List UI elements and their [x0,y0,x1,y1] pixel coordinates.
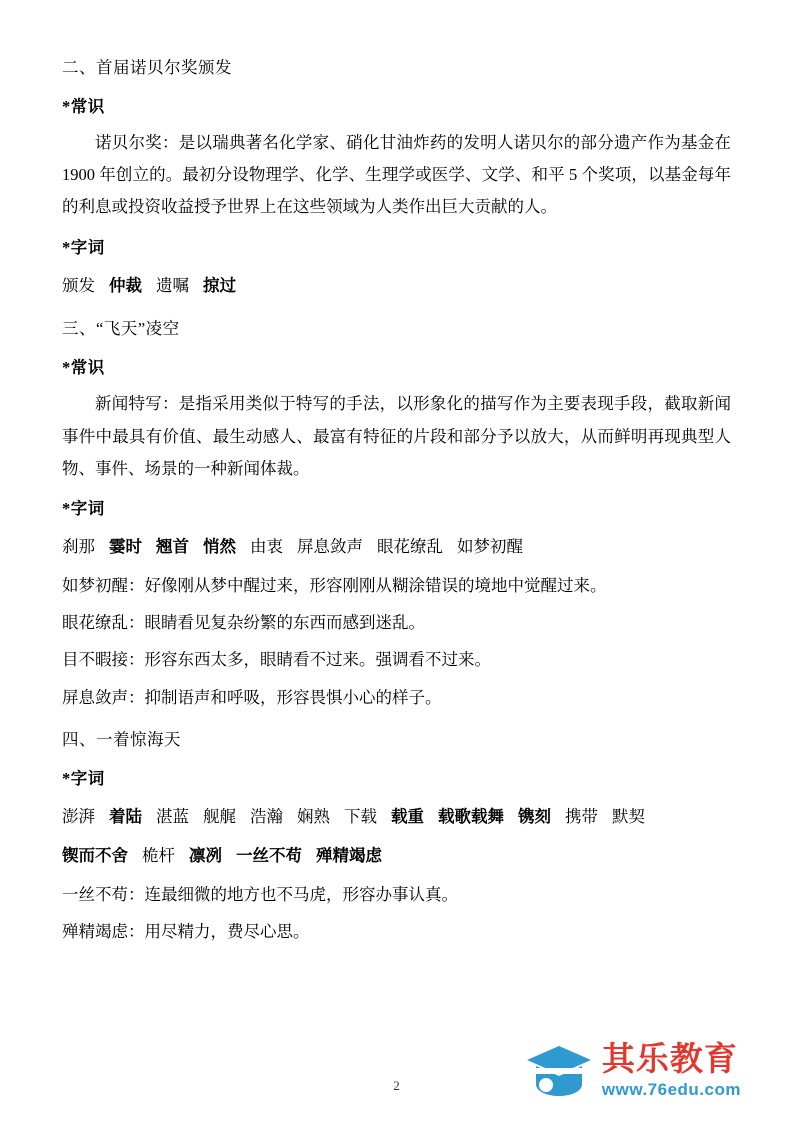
section-label: *字词 [62,768,105,788]
vocabulary-word: 凛冽 [189,846,222,866]
section-label: *常识 [62,96,105,116]
vocabulary-word: 舰艉 [203,807,236,827]
vocabulary-word: 镌刻 [518,807,551,827]
vocabulary-word: 着陆 [109,807,142,827]
section-heading: 二、首届诺贝尔奖颁发 [62,58,232,77]
vocabulary-word: 下载 [344,807,377,827]
vocabulary-word: 遗嘱 [156,276,189,296]
vocabulary-word: 锲而不舍 [62,846,128,866]
watermark [526,1042,741,1098]
vocabulary-line [62,527,731,566]
vocabulary-word: 如梦初醒 [457,537,523,557]
page-number: 2 [393,1078,400,1093]
section-heading: 四、一着惊海天 [62,730,181,750]
vocabulary-line [62,797,731,836]
vocabulary-word: 仲裁 [109,276,142,296]
vocabulary-word: 霎时 [109,537,142,557]
watermark-url: www.76edu.com [601,1080,741,1099]
vocabulary-word: 屏息敛声 [297,537,363,557]
vocabulary-word: 颁发 [62,276,95,296]
section-paragraph: 新闻特写：是指采用类似于特写的手法，以形象化的描写作为主要表现手段，截取新闻事件中最具有价值、最生动感人、最富有特征的片段和部分予以放大，从而鲜明再现典型人物、事件、场景的一种新闻体裁。 [62,394,731,478]
vocabulary-word: 由衷 [250,537,283,557]
section-heading: 三、“飞天”凌空 [62,319,180,339]
definition-line: 殚精竭虑：用尽精力，费尽心思。 [62,922,310,942]
vocabulary-line [62,266,731,305]
watermark-brand: 其乐教育 [601,1040,738,1077]
vocabulary-word: 浩瀚 [250,807,283,827]
vocabulary-word: 刹那 [62,537,95,557]
section-label: *字词 [62,237,105,257]
vocabulary-word: 掠过 [203,276,236,296]
definition-line: 屏息敛声：抑制语声和呼吸，形容畏惧小心的样子。 [62,687,442,707]
document-body [62,44,731,950]
watermark-text [602,1042,741,1098]
vocabulary-line [62,836,731,875]
vocabulary-word: 眼花缭乱 [377,537,443,557]
vocabulary-word: 载歌载舞 [438,807,504,827]
definition-line: 眼花缭乱：眼睛看见复杂纷繁的东西而感到迷乱。 [62,613,425,633]
vocabulary-word: 默契 [612,807,645,827]
section-label: *常识 [62,357,105,377]
definition-line: 一丝不苟：连最细微的地方也不马虎，形容办事认真。 [62,884,458,904]
vocabulary-word: 湛蓝 [156,807,189,827]
vocabulary-word: 翘首 [156,537,189,557]
vocabulary-word: 悄然 [203,537,236,557]
vocabulary-word: 澎湃 [62,807,95,827]
graduation-cap-icon [526,1044,592,1098]
vocabulary-word: 一丝不苟 [236,846,302,866]
vocabulary-word: 桅杆 [142,846,175,866]
vocabulary-word: 携带 [565,807,598,827]
vocabulary-word: 载重 [391,807,424,827]
section-paragraph: 诺贝尔奖：是以瑞典著名化学家、硝化甘油炸药的发明人诺贝尔的部分遗产作为基金在 1900 年创立的。最初分设物理学、化学、生理学或医学、文学、和平 5 个奖项，以基金每年的利息或投资收益授予世界上在这些领域为人类作出巨大贡献的人。 [62,133,731,217]
definition-line: 如梦初醒：好像刚从梦中醒过来，形容刚刚从糊涂错误的境地中觉醒过来。 [62,575,607,595]
vocabulary-word: 殚精竭虑 [316,846,382,866]
section-label: *字词 [62,498,105,518]
definition-line: 目不暇接：形容东西太多，眼睛看不过来。强调看不过来。 [62,650,491,670]
vocabulary-word: 娴熟 [297,807,330,827]
